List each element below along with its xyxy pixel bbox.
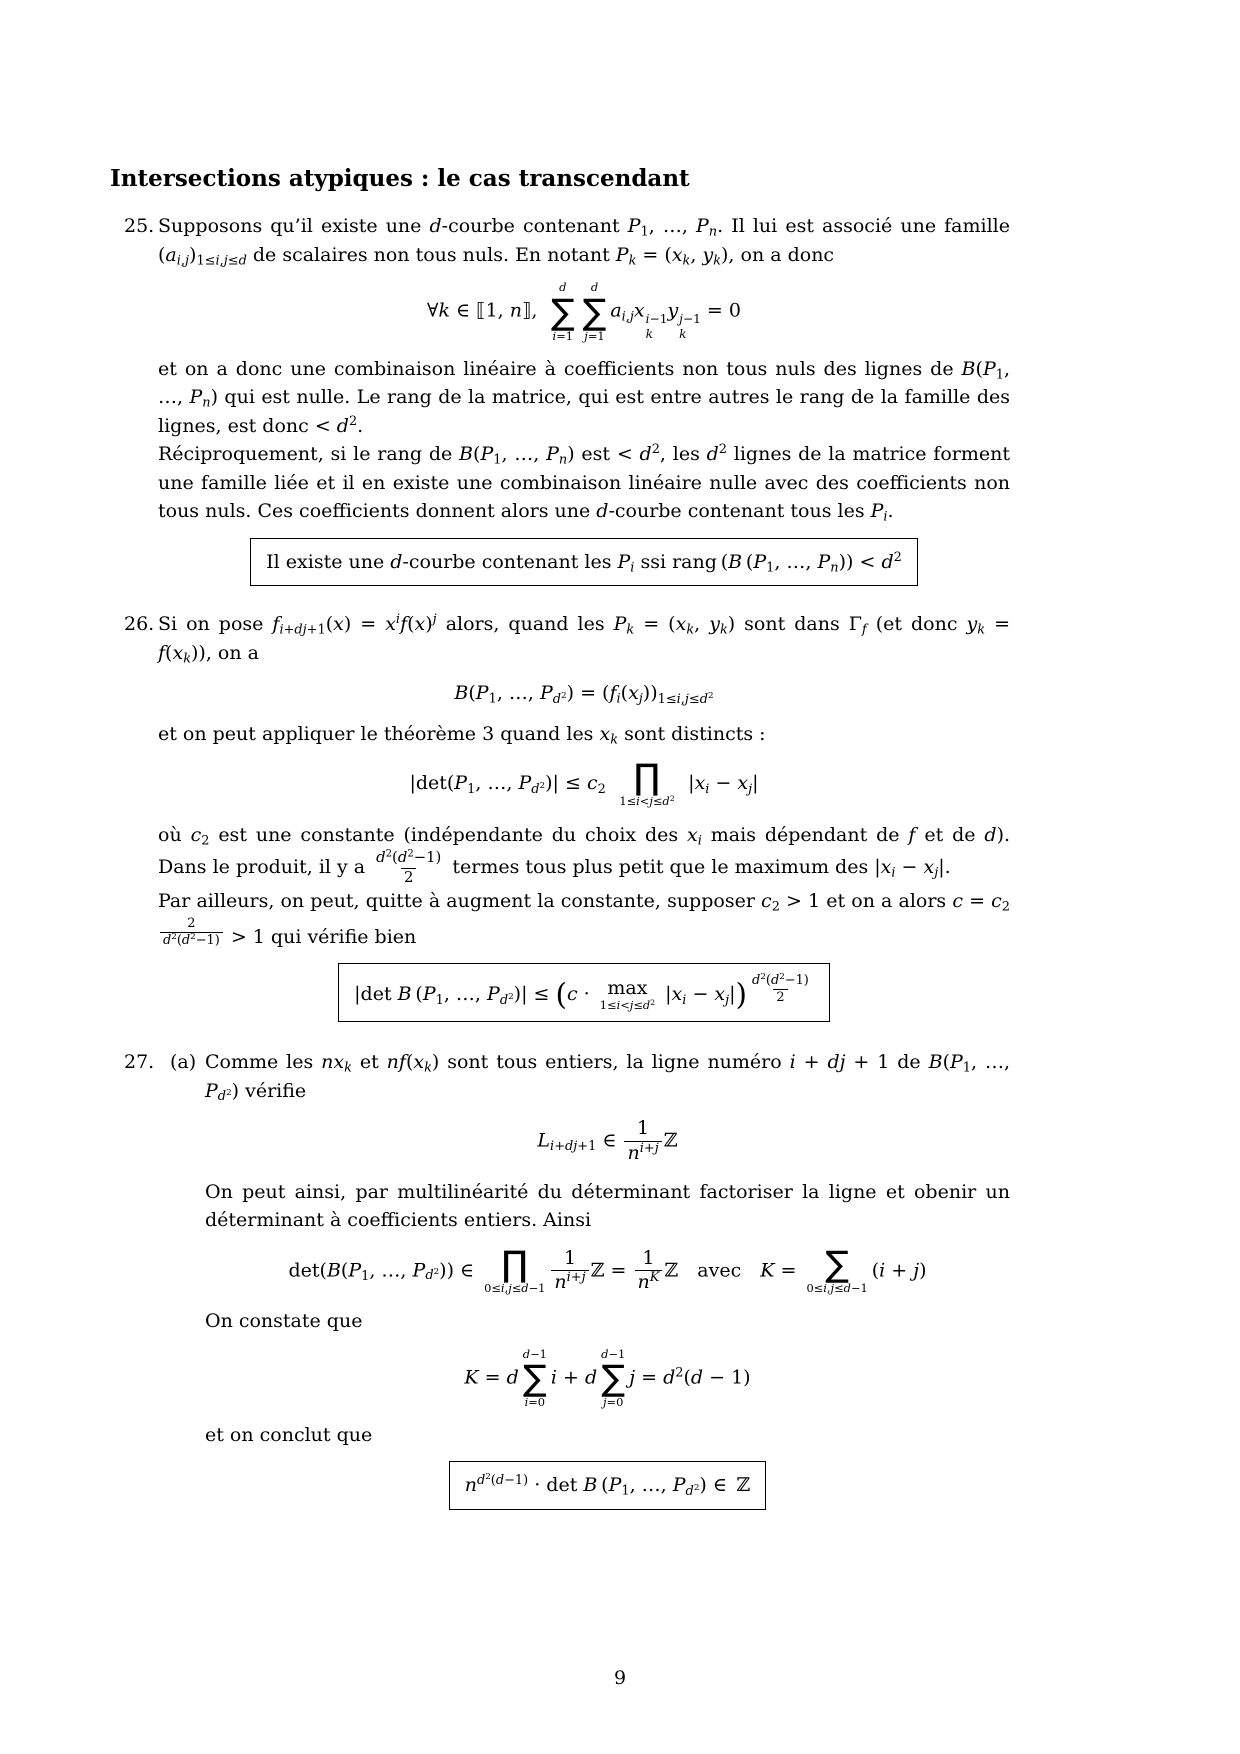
item-27-body [158,1048,1010,1522]
item-26-theoreme-paragraph: et on peut appliquer le théorème 3 quand les $x_k$ sont distincts : [158,722,766,748]
result-box-rank-wrapper [158,538,1010,587]
equation-det-product-bound: $|\det(P_1$, …, $P_{d^2})| \le c_2$ ∏ $1\le i<j\le d^2$ $|x_i - x_j|$ [409,757,759,809]
result-box-det-bound-wrapper [158,963,1010,1022]
item-25-intro-paragraph: Supposons qu’il existe une d-courbe contenant $P_1$, …, $P_n$. Il lui est associé une famille $(a_{i,j})_{1\le i,j\le d}$ de scalaires non tous nuls. En notant $P_k = (x_k$, $y_k$), on a donc [158,215,1010,269]
item-25 [110,212,1010,598]
item-27 [110,1048,1010,1522]
item-27-number: 27. [124,1051,155,1074]
item-27a-multilinearite-paragraph: On peut ainsi, par multilinéarité du déterminant factoriser la ligne et obenir un déterminant à coefficients entiers. Ainsi [205,1180,1010,1232]
result-box-integer-wrapper [205,1461,1010,1510]
item-26-body [158,610,1010,1034]
item-27a-label: (a) [170,1051,197,1074]
equation-K-sum: K = d d−1 ∑ i=0 i + d d−1 ∑ j=0 $j = d^2(d - 1)$ [464,1346,751,1409]
item-25-combination-paragraph: et on a donc une combinaison linéaire à coefficients non tous nuls des lignes de $B(P_1$, …, $P_n$) qui est nulle. Le rang de la matrice, qui est entre autres le rang de la famille des lignes, est donc < $d^2$. [158,357,1010,437]
item-27a-body [205,1048,1010,1522]
page-number: 9 [613,1666,627,1689]
item-27a-constate-paragraph: On constate que [205,1310,363,1333]
result-box-rank: Il existe une d-courbe contenant les $P_i$ ssi rang (B ($P_1$, …, $P_n)) < d^2$ [250,538,918,587]
item-25-reciproque-paragraph: Réciproquement, si le rang de $B(P_1$, …, $P_n$) est < $d^2$, les $d^2$ lignes de la matrice forment une famille liée et il en existe une combinaison linéaire nulle avec des coefficients non tous nuls. Ces coefficients donnent alors une d-courbe contenant tous les $P_i$. [158,442,1010,525]
item-26 [110,610,1010,1034]
item-25-number: 25. [124,215,155,238]
item-25-body [158,212,1010,598]
equation-det-in-product: $\det(B(P_1$, …, $P_{d^2}$)) ∈ ∏ 0≤i,j≤d−1 $\frac{1}{n^{i+j}}$ ℤ = $\frac{1}{n^K}$ ℤ avec K = ∑ 0≤i,j≤d−1 (i + j) [288,1243,927,1295]
item-27a-intro-paragraph: Comme les $nx_k$ et $nf(x_k)$ sont tous entiers, la ligne numéro i + dj + 1 de $B(P_1$, …, $P_{d^2}$) vérifie [205,1051,1010,1105]
result-box-det-bound: |det B ($P_1$, …, $P_{d^2})| \le (c$ · max $1\le i<j\le d^2$ $|x_i - x_j|$) $^{\frac{d^2(d^2-1)}{2}}$ [338,963,830,1022]
text-column [110,166,1010,1522]
item-27a [158,1048,1010,1522]
item-27a-conclut-paragraph: et on conclut que [205,1423,373,1446]
item-26-number: 26. [124,613,155,636]
equation-forall-double-sum: ∀k ∈ ⟦1, n⟧, d ∑ i=1 d ∑ j=1 $a_{i,j}x$ i−1 k y j−1 k = 0 [427,280,741,343]
equation-matrix-B: $B(P_1$, …, $P_{d^2}) = (f_i(x_j))_{1\le i,j\le d^2}$ [454,682,714,707]
equation-ligne-in-Z: $L_{i+dj+1}$ ∈ $\frac{1}{n^{i+j}}$ ℤ [537,1117,678,1164]
item-26-intro-paragraph: Si on pose $f_{i+dj+1}(x) = x^if(x)^j$ alors, quand les $P_k = (x_k$, $y_k$) sont dans $\Gamma_f$ (et donc $y_k = f(x_k)$), on a [158,612,1010,667]
item-26-constante-paragraph: où $c_2$ est une constante (indépendante du choix des $x_i$ mais dépendant de f et de d). Dans le produit, il y a $\frac{d^2(d^2-1)}{2}$ termes tous plus petit que le maximum des $|x_i - x_j|$. [158,823,1011,886]
item-26-par-ailleurs-paragraph: Par ailleurs, on peut, quitte à augment la constante, supposer $c_2 > 1$ et on a alors $c = c_2$ $^{\frac{2}{d^2(d^2-1)}}$ > 1 qui vérifie bien [158,890,1010,948]
section-title: Intersections atypiques : le cas transcendant [110,165,690,192]
result-box-integer: $n^{d^2(d-1)} \cdot \det B$ ($P_1$, …, $P_{d^2}$) ∈ ℤ [449,1461,767,1510]
